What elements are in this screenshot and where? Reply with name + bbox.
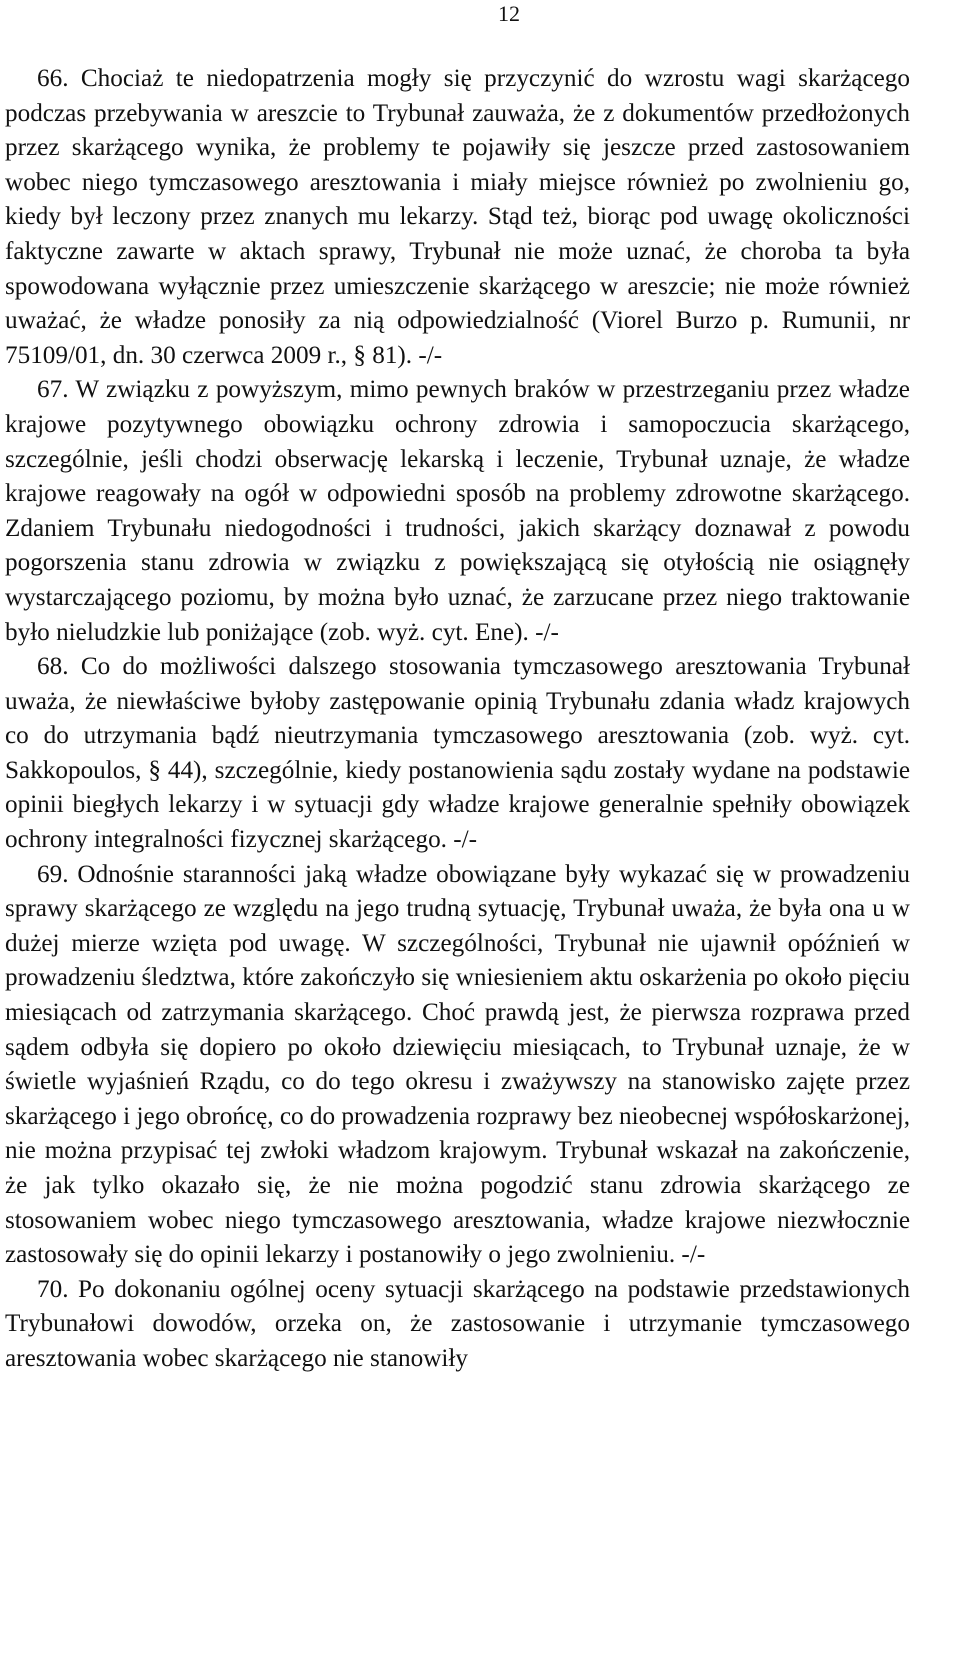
page-number: 12 (498, 1, 520, 26)
document-body (5, 62, 910, 1377)
paragraph-67-text: 67. W związku z powyższym, mimo pewnych braków w przestrzeganiu przez władze krajowe pozytywnego obowiązku ochrony zdrowia i samopoczucia skarżącego, szczególnie, jeśli chodzi obserwację lekarską i leczenie, Trybunał uznaje, że władze krajowe reagowały na ogół w odpowiedni sposób na problemy zdrowotne skarżącego. Zdaniem Trybunału niedogodności i trudności, jakich skarżący doznawał z powodu pogorszenia stanu zdrowia w związku z powiększającą się otyłością nie osiągnęły wystarczającego poziomu, by można było uznać, że zarzucane przez niego traktowanie było nieludzkie lub poniżające (zob. wyż. cyt. Ene). -/- (5, 376, 910, 646)
paragraph-69-text: 69. Odnośnie staranności jaką władze obowiązane były wykazać się w prowadzeniu sprawy skarżącego ze względu na jego trudną sytuację, Trybunał uważa, że była ona u w dużej mierze wzięta pod uwagę. W szczególności, Trybunał nie ujawnił opóźnień w prowadzeniu śledztwa, które zakończyło się wniesieniem aktu oskarżenia po około pięciu miesiącach od zatrzymania skarżącego. Choć prawdą jest, że pierwsza rozprawa przed sądem odbyła się dopiero po około dziewięciu miesiącach, to Trybunał uznaje, że w świetle wyjaśnień Rządu, co do tego okresu i zważywszy na stanowisko zajęte przez skarżącego i jego obrońcę, co do prowadzenia rozprawy bez nieobecnej współoskarżonej, nie można przypisać tej zwłoki władzom krajowym. Trybunał wskazał na zakończenie, że jak tylko okazało się, że nie można pogodzić stanu zdrowia skarżącego ze stosowaniem wobec niego tymczasowego aresztowania, władze krajowe niezwłocznie zastosowały się do opinii lekarzy i postanowiły o jego zwolnieniu. -/- (5, 860, 910, 1269)
paragraph-69 (5, 858, 910, 1273)
paragraph-66 (5, 62, 910, 373)
paragraph-70-text: 70. Po dokonaniu ogólnej oceny sytuacji skarżącego na podstawie przedstawionych Trybunałowi dowodów, orzeka on, że zastosowanie i utrzymanie tymczasowego aresztowania wobec skarżącego nie stanowiły (5, 1275, 910, 1372)
paragraph-66-text: 66. Chociaż te niedopatrzenia mogły się przyczynić do wzrostu wagi skarżącego podczas przebywania w areszcie to Trybunał zauważa, że z dokumentów przedłożonych przez skarżącego wynika, że problemy te pojawiły się jeszcze przed zastosowaniem wobec niego tymczasowego aresztowania i miały miejsce również po zwolnieniu go, kiedy był leczony przez znanych mu lekarzy. Stąd też, biorąc pod uwagę okoliczności faktyczne zawarte w aktach sprawy, Trybunał nie może uznać, że choroba ta była spowodowana wyłącznie przez umieszczenie skarżącego w areszcie; nie może również uważać, że władze ponosiły za nią odpowiedzialność (Viorel Burzo p. Rumunii, nr 75109/01, dn. 30 czerwca 2009 r., § 81). -/- (5, 65, 910, 369)
paragraph-67 (5, 373, 910, 650)
paragraph-68 (5, 650, 910, 858)
paragraph-70 (5, 1273, 910, 1377)
paragraph-68-text: 68. Co do możliwości dalszego stosowania tymczasowego aresztowania Trybunał uważa, że niewłaściwe byłoby zastępowanie opinią Trybunału zdania władz krajowych co do utrzymania bądź nieutrzymania tymczasowego aresztowania (zob. wyż. cyt. Sakkopoulos, § 44), szczególnie, kiedy postanowienia sądu zostały wydane na podstawie opinii biegłych lekarzy i w sytuacji gdy władze krajowe generalnie spełniły obowiązek ochrony integralności fizycznej skarżącego. -/- (5, 653, 910, 854)
